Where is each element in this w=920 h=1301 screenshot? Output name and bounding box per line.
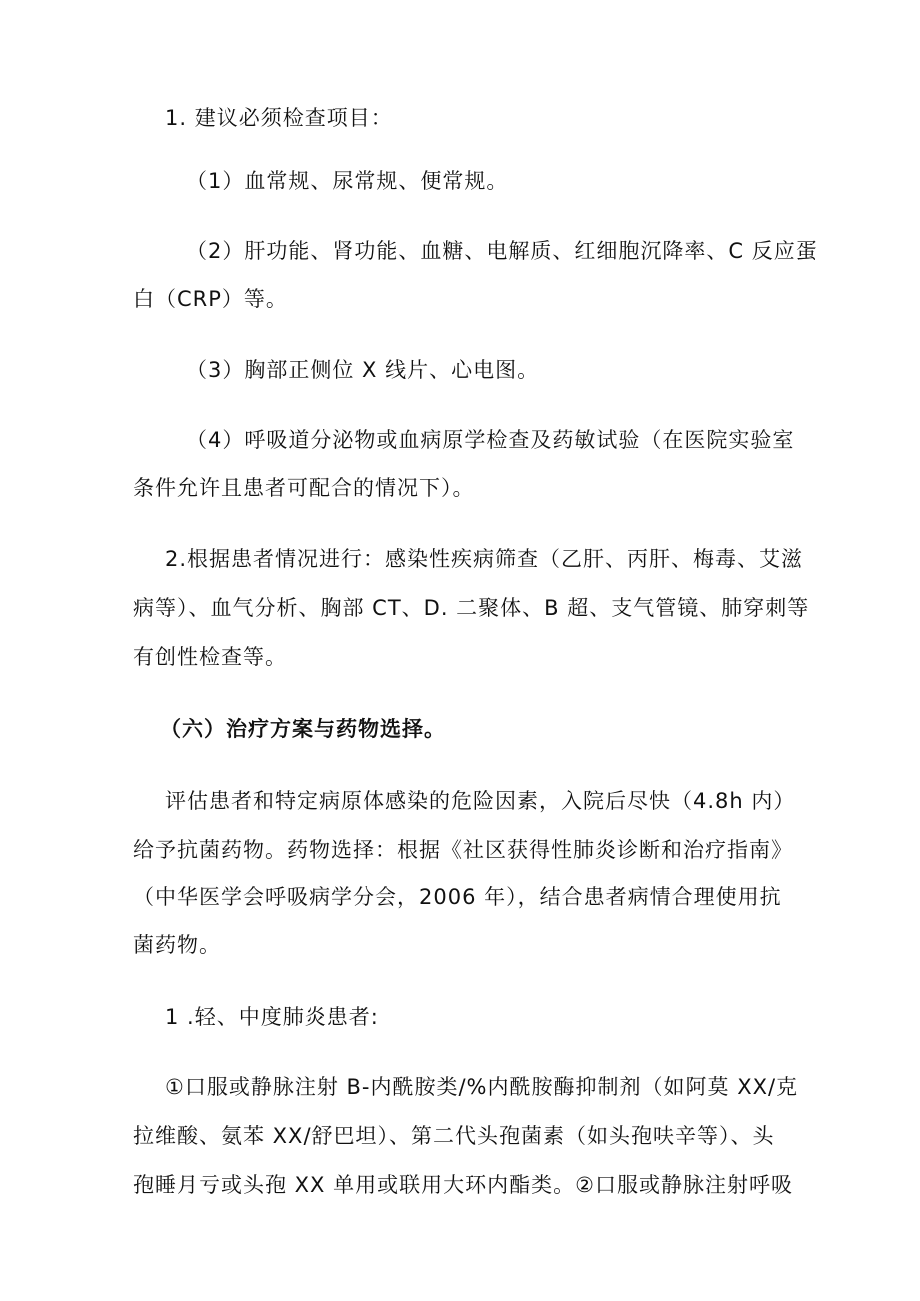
text-line: 白（CRP）等。 (133, 287, 288, 311)
text-line: 评估患者和特定病原体感染的危险因素，入院后尽快（4.8h 内） (165, 789, 796, 813)
text-line: （3）胸部正侧位 X 线片、心电图。 (186, 358, 540, 382)
text-line: 拉维酸、氨苯 XX/舒巴坦）、第二代头孢菌素（如头孢呋辛等）、头 (133, 1124, 775, 1148)
text-line: 菌药物。 (133, 933, 221, 957)
text-line: 给予抗菌药物。药物选择：根据《社区获得性肺炎诊断和治疗指南》 (133, 838, 793, 862)
text-line: 病等）、血气分析、胸部 CT、D. 二聚体、B 超、支气管镜、肺穿刺等 (133, 596, 810, 620)
text-line: 条件允许且患者可配合的情况下）。 (133, 476, 475, 500)
text-line: （2）肝功能、肾功能、血糖、电解质、红细胞沉降率、C 反应蛋 (186, 239, 818, 263)
text-line: 2.根据患者情况进行：感染性疾病筛查（乙肝、丙肝、梅毒、艾滋 (165, 547, 804, 571)
text-line: ①口服或静脉注射 B-内酰胺类/%内酰胺酶抑制剂（如阿莫 XX/克 (165, 1075, 799, 1099)
section-heading-treatment-plan: （六）治疗方案与药物选择。 (160, 717, 446, 741)
section-heading-required-tests: 1. 建议必须检查项目： (165, 106, 393, 130)
section-heading-mild-pneumonia: 1 .轻、中度肺炎患者: (165, 1005, 379, 1029)
text-line: （中华医学会呼吸病学分会，2006 年），结合患者病情合理使用抗 (133, 885, 782, 909)
text-line: 孢睡月亏或头孢 XX 单用或联用大环内酯类。②口服或静脉注射呼吸 (133, 1173, 793, 1197)
text-line: 有创性检查等。 (133, 645, 287, 669)
text-line: （1）血常规、尿常规、便常规。 (186, 169, 509, 193)
text-line: （4）呼吸道分泌物或血病原学检查及药敏试验（在医院实验室 (186, 428, 795, 452)
